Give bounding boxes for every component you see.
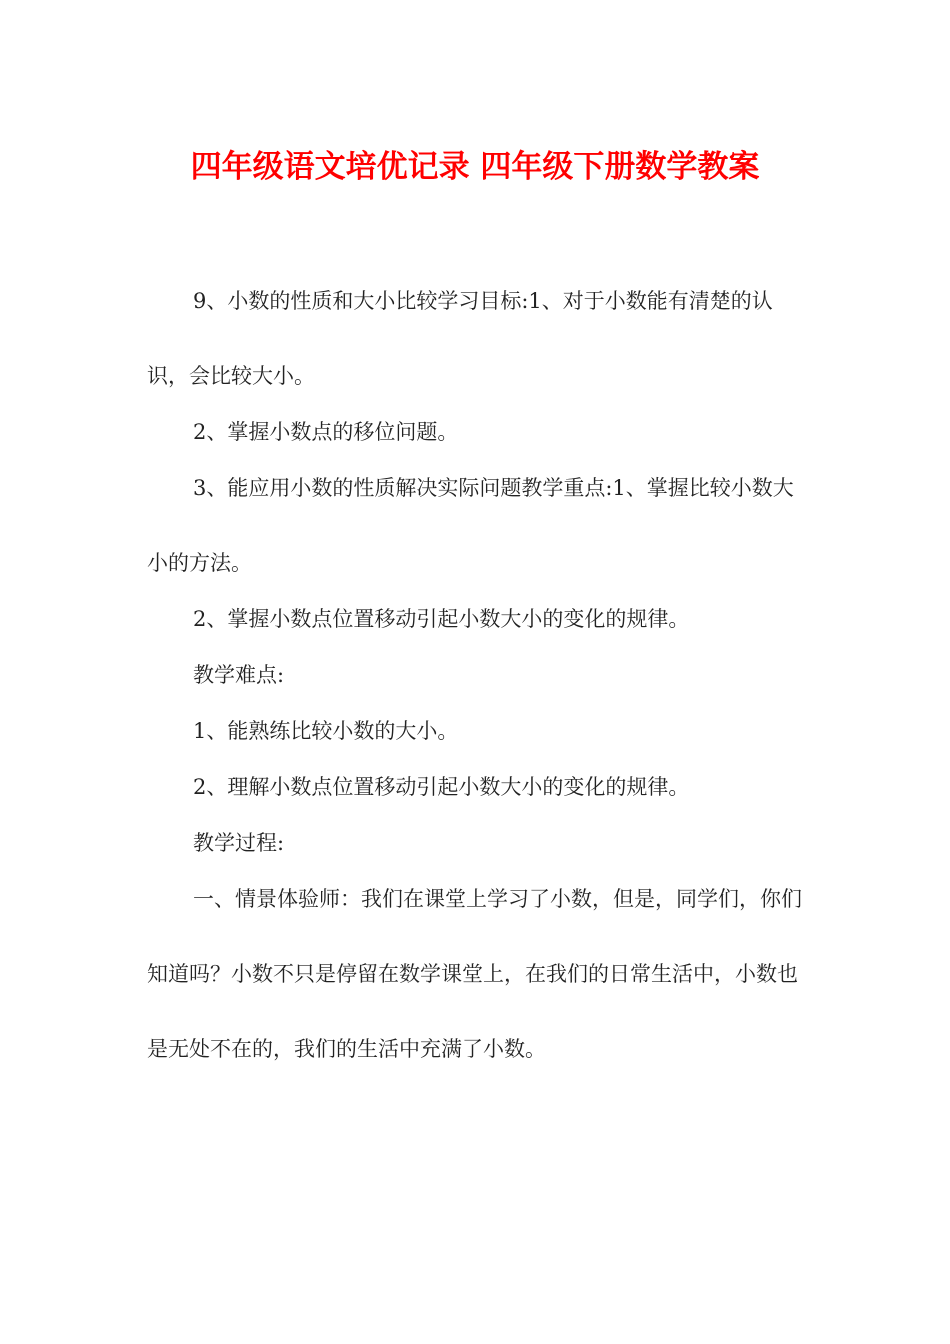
paragraph-6: 1、能熟练比较小数的大小。 xyxy=(193,719,459,743)
paragraph-9: 一、情景体验师：我们在课堂上学习了小数，但是，同学们，你们知道吗？小数不只是停留在数学课堂上，在我们的日常生活中，小数也是无处不在的，我们的生活中充满了小数。 xyxy=(147,887,802,1061)
document-title: 四年级语文培优记录 四年级下册数学教案 xyxy=(190,149,760,185)
paragraph-8: 教学过程: xyxy=(193,831,285,855)
paragraph-2: 2、掌握小数点的移位问题。 xyxy=(193,420,459,444)
document-body xyxy=(147,283,807,1087)
paragraph-4: 2、掌握小数点位置移动引起小数大小的变化的规律。 xyxy=(193,607,690,631)
paragraph-5: 教学难点: xyxy=(193,663,285,687)
paragraph-7: 2、理解小数点位置移动引起小数大小的变化的规律。 xyxy=(193,775,690,799)
paragraph-3: 3、能应用小数的性质解决实际问题教学重点:1、掌握比较小数大小的方法。 xyxy=(147,476,794,575)
paragraph-1: 9、小数的性质和大小比较学习目标:1、对于小数能有清楚的认识，会比较大小。 xyxy=(147,289,773,388)
